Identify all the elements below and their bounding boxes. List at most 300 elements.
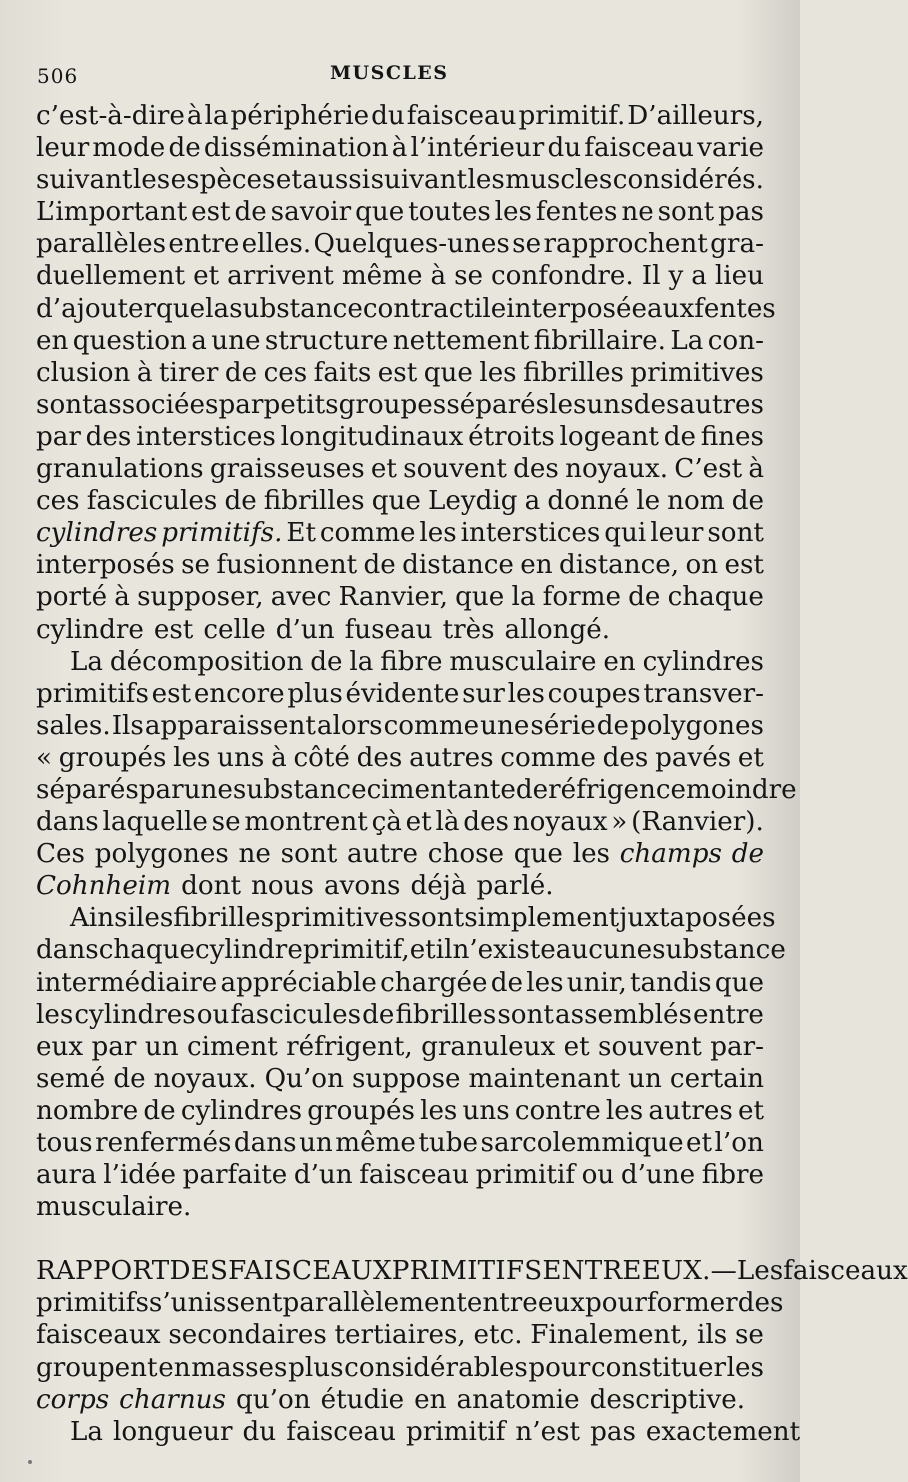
text-word: distance — [402, 550, 514, 581]
text-line — [36, 742, 764, 774]
text-word: PRIMITIFS — [391, 1256, 543, 1287]
text-word: pavés — [655, 742, 732, 773]
text-word: la — [511, 582, 536, 613]
text-word: y — [668, 261, 684, 292]
text-word: sont — [707, 518, 764, 549]
text-word: évidente — [345, 678, 460, 709]
text-word: que — [371, 486, 421, 517]
text-word: primitives — [630, 357, 764, 388]
text-word: des — [85, 421, 132, 452]
text-word: substance — [232, 774, 367, 805]
text-word: chaque — [98, 935, 195, 966]
text-word: les — [467, 165, 505, 196]
text-word: fibrilles — [395, 999, 497, 1030]
text-word: corps — [36, 1384, 110, 1415]
text-word: primitif — [475, 1160, 576, 1191]
text-word: constituer — [590, 1352, 726, 1383]
text-word: considérables — [344, 1352, 528, 1383]
text-word: longitudinaux — [280, 421, 464, 452]
text-word: se — [454, 261, 484, 292]
text-word: l’intérieur — [410, 133, 545, 164]
text-line — [36, 1416, 801, 1448]
text-line — [36, 164, 764, 196]
text-word: les — [132, 165, 171, 196]
text-word: suppose — [351, 1063, 461, 1094]
text-word: fascicules — [86, 486, 218, 517]
text-word: il — [435, 935, 453, 966]
text-word: çà — [371, 807, 402, 838]
text-word: étroits — [468, 421, 555, 452]
text-word: même — [341, 261, 423, 292]
text-line — [36, 646, 764, 678]
text-line — [36, 902, 776, 934]
text-word: et — [737, 742, 764, 773]
text-line — [36, 1319, 764, 1351]
text-word: faisceau — [359, 1160, 469, 1191]
text-word: sarcolemmique — [480, 1128, 684, 1158]
text-word: d’un — [293, 1160, 353, 1191]
text-word: un — [144, 1031, 179, 1062]
text-word: les — [36, 999, 74, 1030]
text-word: cylindres — [180, 1095, 303, 1126]
text-word: simplement — [464, 903, 620, 934]
text-word: charnus — [119, 1384, 226, 1415]
text-word: fibre — [380, 646, 443, 677]
text-word: ciment — [186, 1031, 278, 1062]
text-word: groupés — [58, 742, 167, 773]
text-word: petits — [263, 389, 339, 420]
text-word: et — [405, 807, 432, 838]
text-word: en — [36, 325, 69, 356]
text-word: chargée — [380, 967, 488, 998]
text-word: noyaux — [512, 807, 608, 838]
text-word: logeant — [559, 421, 659, 452]
text-word: fibrilles — [263, 486, 365, 517]
text-word: et — [409, 935, 436, 966]
text-word: qu’on — [236, 1384, 311, 1415]
text-word: nettement — [392, 325, 530, 356]
text-word: des — [513, 454, 559, 485]
text-line — [36, 100, 764, 132]
text-word: Il — [641, 261, 661, 292]
text-word: en — [603, 646, 636, 677]
text-word: nous — [251, 871, 314, 902]
text-word: comme — [383, 710, 480, 741]
text-line — [36, 549, 764, 581]
text-word: aussi — [302, 165, 371, 196]
text-word: de — [731, 839, 764, 870]
text-word: à — [430, 261, 447, 292]
text-word: l’idée — [103, 1160, 177, 1191]
text-word: masses — [191, 1352, 288, 1383]
text-word: n’existe — [452, 935, 556, 966]
text-word: tous — [36, 1128, 93, 1158]
text-word: primitifs — [36, 1288, 149, 1319]
text-word: a — [524, 486, 541, 517]
text-word: de — [596, 710, 629, 741]
text-word: (Ranvier). — [631, 807, 764, 838]
text-word: primitifs — [36, 678, 149, 709]
text-word: allongé. — [504, 614, 611, 645]
text-word: leur — [36, 133, 90, 164]
text-word: entre — [466, 1288, 538, 1319]
text-word: forme — [542, 582, 621, 613]
text-word: de — [490, 967, 524, 998]
text-word: plus — [288, 1352, 344, 1383]
text-word: de — [362, 999, 395, 1030]
text-word: d’une — [620, 1160, 696, 1191]
text-word: ENTRE — [542, 1256, 642, 1287]
text-word: réfrigence — [548, 774, 687, 805]
text-word: que — [714, 967, 764, 998]
text-word: comme — [319, 518, 416, 549]
text-word: est — [151, 678, 192, 709]
text-word: Et — [286, 518, 316, 549]
text-word: à — [136, 357, 153, 388]
text-word: maintenant — [468, 1063, 621, 1094]
text-word: de — [310, 646, 343, 677]
text-word: savoir — [270, 197, 352, 228]
text-word: champs — [619, 839, 722, 870]
text-word: a — [191, 325, 207, 356]
text-word: exactement — [645, 1416, 801, 1447]
text-word: c’est-à-dire — [36, 101, 185, 131]
text-word: un — [628, 1063, 662, 1094]
text-word: elles. — [241, 229, 312, 260]
text-word: les — [479, 357, 517, 388]
text-word: Quelques-unes — [313, 229, 510, 260]
text-word: La — [670, 325, 704, 356]
text-word: de — [143, 1095, 176, 1126]
text-word: avons — [323, 871, 401, 902]
text-word: groupes — [338, 389, 447, 420]
text-word: autre — [347, 839, 419, 870]
text-word: séparés — [36, 774, 139, 805]
text-word: donné — [547, 486, 630, 517]
text-word: tirer — [158, 357, 219, 388]
text-word: que — [156, 293, 206, 324]
paper-speck — [28, 1460, 32, 1464]
text-word: contre — [514, 1095, 601, 1126]
text-word: Ces — [36, 839, 85, 870]
text-word: juxtaposées — [619, 903, 776, 934]
text-word: aura — [36, 1160, 97, 1191]
text-word: du — [242, 1416, 277, 1447]
text-word: arrivent — [227, 261, 334, 292]
text-word: appréciable — [220, 967, 377, 998]
page-number: 506 — [37, 64, 79, 88]
text-word: varie — [697, 133, 764, 164]
text-word: Cohnheim — [36, 871, 172, 902]
text-word: granulations — [36, 454, 204, 485]
text-word: eux — [537, 1288, 585, 1319]
text-word: groupent — [36, 1352, 158, 1383]
text-word: des — [463, 807, 509, 838]
text-word: souvent — [403, 454, 507, 485]
text-word: uns — [586, 389, 634, 420]
text-word: » — [611, 807, 628, 838]
text-word: des — [356, 742, 403, 773]
text-word: ne — [621, 197, 654, 228]
text-word: RAPPORT — [36, 1256, 170, 1287]
text-word: ces — [36, 486, 80, 517]
text-word: de — [363, 550, 396, 581]
text-word: transver- — [643, 678, 764, 709]
text-word: musculaire — [449, 646, 597, 677]
text-word: tandis — [630, 967, 712, 998]
text-word: primitif — [405, 1416, 506, 1447]
text-word: n’est — [515, 1416, 581, 1447]
text-line — [36, 421, 764, 453]
text-word: d’ajouter — [36, 293, 156, 324]
text-word: assemblés — [555, 999, 692, 1030]
text-line — [36, 293, 776, 325]
text-word: structure — [264, 325, 389, 356]
body-text — [36, 100, 908, 1448]
text-word: a — [691, 261, 707, 292]
text-word: aux — [646, 293, 695, 324]
text-word: qui — [604, 518, 647, 549]
text-word: réfrigent, — [286, 1031, 413, 1062]
text-word: cylindre — [194, 935, 303, 966]
text-word: de — [628, 582, 661, 613]
text-word: secondaires — [168, 1320, 327, 1351]
text-word: se — [211, 807, 241, 838]
text-word: FAISCEAUX — [228, 1256, 392, 1287]
text-word: chaque — [667, 582, 764, 613]
text-word: gra- — [710, 229, 764, 260]
text-word: noyaux. — [153, 1063, 257, 1094]
text-word: les — [173, 742, 211, 773]
text-line — [36, 1031, 764, 1063]
text-word: moindre — [686, 774, 797, 805]
text-word: apparaissent — [144, 710, 316, 741]
text-word: rapprochent — [543, 229, 708, 260]
text-word: chose — [427, 839, 505, 870]
text-word: les — [549, 389, 587, 420]
text-word: etc. — [473, 1320, 523, 1351]
text-word: des — [737, 1288, 784, 1319]
text-word: décomposition — [109, 646, 304, 677]
text-word: parlé. — [476, 871, 554, 902]
text-word: tube — [418, 1128, 479, 1158]
text-word: parallèles — [36, 229, 167, 260]
text-word: est — [724, 550, 764, 581]
text-word: primitif. — [518, 101, 626, 131]
text-word: noyaux. — [565, 454, 669, 485]
text-word: les — [572, 839, 610, 870]
text-word: parfaite — [182, 1160, 288, 1191]
text-word: suivant — [36, 165, 133, 196]
text-word: très — [442, 614, 495, 645]
text-word: à — [271, 742, 287, 773]
text-word: — — [710, 1256, 737, 1287]
text-word: est — [153, 614, 194, 645]
text-word: tertiaires, — [334, 1320, 466, 1351]
text-word: de — [663, 421, 696, 452]
text-word: pas — [590, 1416, 636, 1447]
text-word: interstices — [136, 421, 276, 452]
text-word: du — [371, 101, 405, 131]
text-word: de — [224, 357, 258, 388]
text-word: La — [70, 646, 104, 677]
text-line — [36, 228, 764, 260]
text-word: fibrilles — [523, 357, 624, 388]
text-word: EUX. — [641, 1256, 711, 1287]
text-word: encore — [193, 678, 285, 709]
text-word: granuleux — [421, 1031, 556, 1062]
text-word: nombre — [36, 1095, 139, 1126]
text-word: la — [349, 646, 374, 677]
text-word: Qu’on — [264, 1063, 344, 1094]
text-word: faits — [313, 357, 372, 388]
text-word: aucune — [555, 935, 653, 966]
text-word: par — [91, 1031, 137, 1062]
text-word: autres — [409, 742, 494, 773]
text-word: même — [335, 1128, 416, 1158]
text-line — [36, 806, 764, 838]
text-word: parallèlement — [282, 1288, 467, 1319]
text-word: mode — [92, 133, 166, 164]
text-word: primitif, — [302, 935, 410, 966]
text-word: faisceaux — [36, 1320, 161, 1351]
text-word: supposer, — [137, 582, 264, 613]
text-word: et — [686, 1128, 713, 1158]
text-word: cylindre — [36, 614, 144, 645]
text-word: ces — [263, 357, 308, 388]
text-word: contractile — [362, 293, 507, 324]
text-line — [36, 1127, 764, 1159]
text-word: par — [36, 421, 81, 452]
text-word: sur — [462, 678, 505, 709]
text-word: du — [547, 133, 582, 164]
text-line — [36, 132, 764, 164]
text-word: Finalement, — [530, 1320, 690, 1351]
text-word: s’unissent — [148, 1288, 283, 1319]
text-word: cylindres — [36, 518, 158, 549]
text-word: autres — [679, 389, 764, 420]
text-word: à — [748, 454, 764, 485]
text-word: laquelle — [102, 807, 208, 838]
text-word: les — [605, 1095, 644, 1126]
text-word: se — [734, 1320, 764, 1351]
text-word: à — [114, 582, 130, 613]
text-word: série — [530, 710, 596, 741]
text-word: séparés — [446, 389, 550, 420]
text-word: côté — [293, 742, 350, 773]
text-word: sales. — [36, 710, 111, 741]
text-word: DES — [169, 1256, 229, 1287]
text-word: D’ailleurs, — [627, 101, 764, 131]
text-word: Leydig — [427, 486, 518, 517]
text-word: de — [731, 486, 764, 517]
text-line — [36, 1159, 764, 1191]
text-word: et — [275, 165, 302, 196]
text-word: interposée — [506, 293, 647, 324]
text-word: que — [423, 357, 473, 388]
text-line — [36, 453, 764, 485]
text-word: par — [218, 389, 264, 420]
text-word: C’est — [674, 454, 743, 485]
text-word: longueur — [113, 1416, 233, 1447]
text-line — [36, 710, 764, 742]
text-word: L’important — [36, 197, 188, 228]
text-word: de — [234, 197, 267, 228]
text-word: fibrillaire. — [533, 325, 666, 356]
text-word: ou — [581, 1160, 615, 1191]
text-line — [36, 934, 786, 966]
text-word: à — [391, 133, 408, 164]
text-word: uns — [462, 1095, 510, 1126]
text-word: interposés — [36, 550, 175, 581]
text-word: ou — [196, 999, 230, 1030]
text-word: là — [435, 807, 460, 838]
text-word: se — [181, 550, 210, 581]
text-word: de — [113, 1063, 146, 1094]
text-word: on — [685, 550, 719, 581]
text-word: comme — [500, 742, 596, 773]
text-line — [36, 1255, 908, 1287]
text-word: d’un — [275, 614, 335, 645]
text-line — [36, 1384, 764, 1416]
text-line — [36, 581, 764, 613]
text-word: la — [204, 101, 229, 131]
text-word: de — [168, 133, 201, 164]
text-word: muscles — [505, 165, 613, 196]
text-word: clusion — [36, 357, 131, 388]
text-line — [36, 517, 764, 549]
text-word: fusionnent — [216, 550, 358, 581]
text-word: La — [70, 1416, 104, 1447]
text-word: suivant — [370, 165, 468, 196]
text-word: dont — [181, 871, 242, 902]
section-gap — [36, 1223, 764, 1255]
text-word: un — [299, 1128, 333, 1158]
text-word: primitives — [274, 903, 408, 934]
text-word: sont — [36, 389, 93, 420]
text-line — [36, 1095, 764, 1127]
text-word: alors — [316, 710, 383, 741]
text-word: est — [377, 357, 418, 388]
text-line — [36, 260, 764, 292]
text-word: se — [512, 229, 542, 260]
text-word: celle — [203, 614, 266, 645]
text-word: fibre — [701, 1160, 764, 1191]
text-word: étudie — [320, 1384, 405, 1415]
text-word: ils — [697, 1320, 728, 1351]
text-word: les — [419, 518, 457, 549]
text-word: faisceaux — [783, 1256, 908, 1287]
text-line — [36, 999, 764, 1031]
text-word: semé — [36, 1063, 106, 1094]
text-word: former — [646, 1288, 738, 1319]
text-line — [36, 325, 764, 357]
text-word: les — [135, 903, 174, 934]
text-word: dissémination — [203, 133, 389, 164]
text-word: coupes — [547, 678, 641, 709]
text-word: ne — [238, 839, 271, 870]
text-word: en — [520, 550, 553, 581]
text-word: Ainsi — [70, 903, 136, 934]
text-word: associées — [92, 389, 219, 420]
text-word: en — [158, 1352, 191, 1383]
text-word: est — [191, 197, 231, 228]
text-line — [36, 774, 797, 806]
text-line — [36, 1191, 764, 1223]
text-word: sont — [407, 903, 465, 934]
text-word: toutes — [408, 197, 491, 228]
text-word: les — [420, 1095, 458, 1126]
